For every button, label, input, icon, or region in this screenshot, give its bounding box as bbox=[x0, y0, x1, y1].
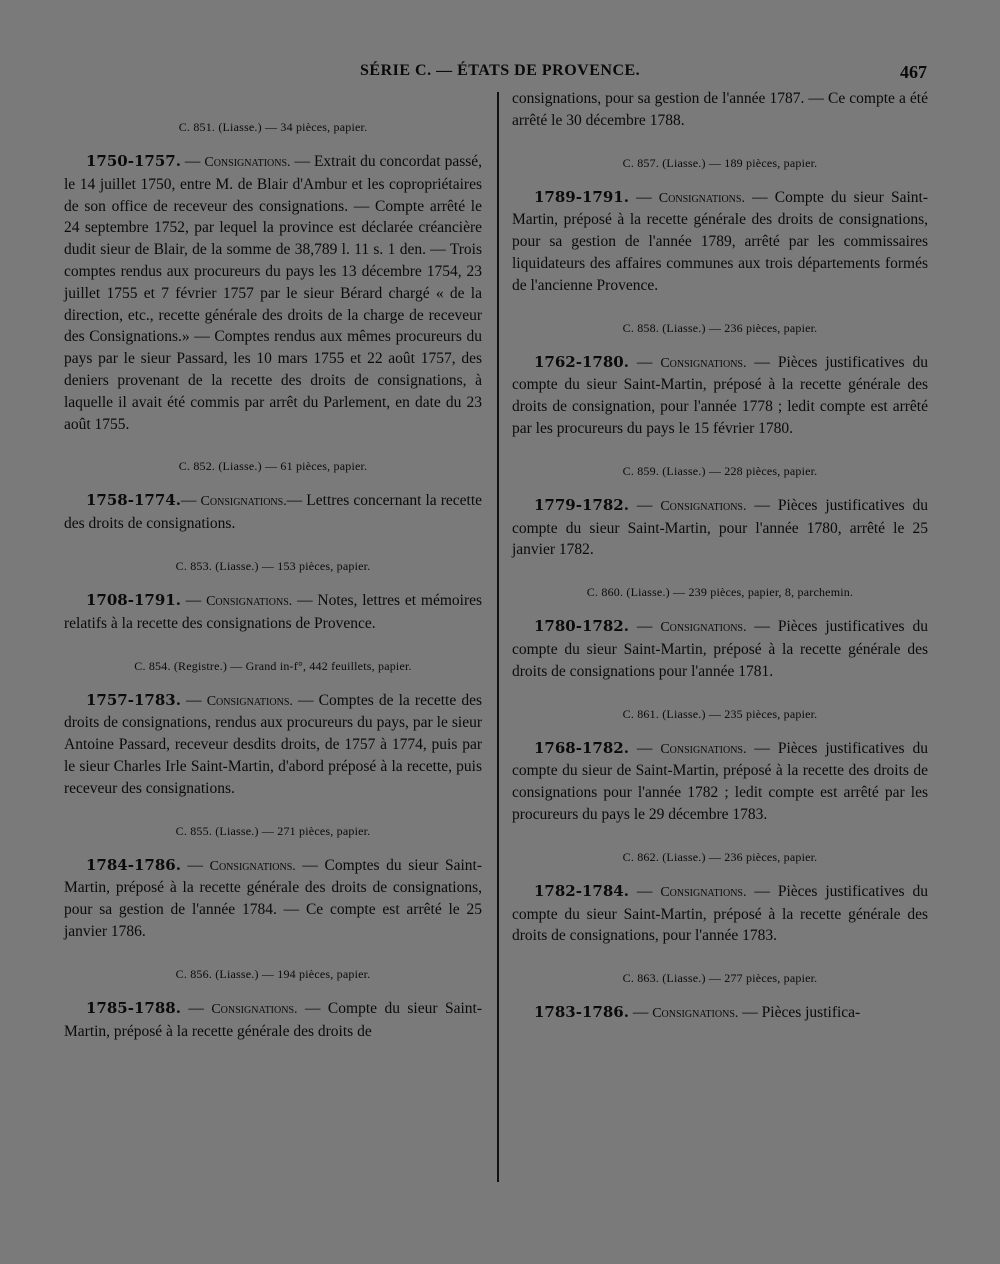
entry-dates: 1708-1791. bbox=[86, 590, 181, 609]
entry-reference: C. 853. (Liasse.) — 153 pièces, papier. bbox=[175, 558, 371, 573]
entry-text: — Notes, lettres et mémoires relatifs à la recette des consignations de Provence. bbox=[64, 591, 483, 632]
entry-keyword: Consignations. bbox=[204, 155, 291, 170]
entry-reference: C. 856. (Liasse.) — 194 pièces, papier. bbox=[175, 966, 371, 981]
entry-c863 bbox=[512, 971, 928, 1025]
entry-body: 1782-1784. — Consignations. — Pièces justificatives du compte du sieur Saint-Martin, préposé à la recette générale des droits de consignations, pour l'année 1783. bbox=[512, 881, 928, 945]
entry-body: 1783-1786. — Consignations. — Pièces justifica- bbox=[534, 1003, 861, 1022]
entry-reference: C. 857. (Liasse.) — 189 pièces, papier. bbox=[622, 155, 818, 170]
entry-body: 1757-1783. — Consignations. — Comptes de la recette des droits de consignations, rendus aux procureurs du pays, par le sieur Antoine Passard, receveur desdits droits, de 1757 à 1774, puis par le sieur Charles Irle Saint-Martin, d'abord préposé à la recette, puis receveur des consignations. bbox=[64, 690, 483, 797]
entry-body: 1779-1782. — Consignations. — Pièces justificatives du compte du sieur Saint-Martin, pour l'année 1780, arrêté le 25 janvier 1782. bbox=[512, 495, 928, 559]
entry-body: 1785-1788. — Consignations. — Compte du sieur Saint-Martin, préposé à la recette générale des droits de bbox=[64, 998, 482, 1040]
entry-keyword: Consignations. bbox=[658, 190, 745, 206]
entry-body: 1708-1791. — Consignations. — Notes, lettres et mémoires relatifs à la recette des consignations de Provence. bbox=[64, 590, 483, 632]
entry-c860 bbox=[512, 585, 928, 682]
entry-body: 1780-1782. — Consignations. — Pièces justificatives du compte du sieur Saint-Martin, préposé à la recette générale des droits de consignations pour l'année 1781. bbox=[512, 617, 928, 680]
entry-keyword: Consignations. bbox=[660, 355, 747, 371]
left-column bbox=[64, 88, 482, 1066]
entry-keyword: Consignations. bbox=[660, 620, 747, 636]
entry-reference: C. 858. (Liasse.) — 236 pièces, papier. bbox=[622, 320, 818, 335]
page-number: 467 bbox=[900, 62, 927, 82]
entry-keyword: Consignations. bbox=[209, 858, 296, 874]
entry-reference: C. 854. (Registre.) — Grand in-f°, 442 feuillets, papier. bbox=[134, 658, 412, 673]
entry-body: 1768-1782. — Consignations. — Pièces justificatives du compte du sieur de Saint-Martin, préposé à la recette des droits de consignations pour l'année 1782 ; ledit compte est arrêté par les procureurs du pays le 29 décembre 1783. bbox=[512, 738, 928, 823]
entry-dates: 1750-1757. bbox=[86, 152, 181, 170]
entry-text: — Pièces justificatives du compte du sieur Saint-Martin, préposé à la recette générale des droits de consignations pour l'année 1781. bbox=[512, 618, 928, 680]
entry-reference: C. 863. (Liasse.) — 277 pièces, papier. bbox=[622, 971, 818, 986]
entry-dates: 1780-1782. bbox=[534, 617, 629, 636]
entry-dates: 1762-1780. bbox=[534, 352, 629, 371]
entry-text: — Compte du sieur Saint-Martin, préposé à la recette générale des droits de bbox=[64, 999, 482, 1040]
entry-keyword: Consignations. bbox=[206, 693, 293, 709]
continued-text: consignations, pour sa gestion de l'année 1787. — Ce compte a été arrêté le 30 décembre 1788. bbox=[512, 90, 928, 129]
running-title: SÉRIE C. — ÉTATS DE PROVENCE. bbox=[360, 62, 641, 79]
entry-keyword: Consignations. bbox=[660, 741, 747, 757]
entry-text: — Pièces justificatives du compte du sieur Saint-Martin, préposé à la recette générale des droits de consignation, pour l'année 1778 ; ledit compte est arrêté par les procureurs du pays le 15 février 1780. bbox=[512, 353, 928, 437]
entry-reference: C. 862. (Liasse.) — 236 pièces, papier. bbox=[622, 849, 818, 864]
entry-c854 bbox=[64, 659, 482, 800]
entry-keyword: Consignations. bbox=[660, 884, 747, 900]
entry-dates: 1785-1788. bbox=[86, 998, 181, 1017]
entry-text: — Pièces justificatives du compte du sieur Saint-Martin, préposé à la recette générale des droits de consignations, pour l'année 1783. bbox=[512, 882, 928, 945]
page-header bbox=[0, 58, 1000, 88]
entry-body: 1750-1757. — Consignations. — Extrait du concordat passé, le 14 juillet 1750, entre M. de Blair d'Ambur et les copropriétaires de son office de receveur des consignations. — Compte arrêté le 24 septembre 1752, par lequel la province est déclarée créancière dudit sieur de Blair, de la somme de 38,789 l. 11 s. 1 den. — Trois comptes rendus aux procureurs du pays les 13 décembre 1754, 23 juillet 1755 et 7 février 1757 par le sieur Bérard chargé « de la direction, etc., recette générale des droits de la charge de receveur des Consignations.» — Comptes rendus aux mêmes procureurs du pays par le sieur Passard, les 10 mars 1755 et 22 août 1757, des deniers provenant de la recette des droits de consignations, à laquelle il avait été commis par arrêt du Parlement, en date du 23 août 1755. bbox=[64, 152, 483, 433]
entry-body: 1762-1780. — Consignations. — Pièces justificatives du compte du sieur Saint-Martin, préposé à la recette générale des droits de consignation, pour l'année 1778 ; ledit compte est arrêté par les procureurs du pays le 15 février 1780. bbox=[512, 352, 928, 437]
entry-c852 bbox=[64, 459, 482, 535]
entry-dates: 1768-1782. bbox=[534, 738, 629, 757]
entry-reference: C. 860. (Liasse.) — 239 pièces, papier, 8, parchemin. bbox=[586, 585, 854, 600]
entry-keyword: Consignations. bbox=[200, 494, 287, 510]
entry-reference: C. 852. (Liasse.) — 61 pièces, papier. bbox=[178, 459, 368, 474]
entry-text: — Comptes du sieur Saint-Martin, préposé à la recette générale des droits de consignations, pour sa gestion de l'année 1784. — Ce compte est arrêté le 25 janvier 1786. bbox=[64, 856, 482, 940]
entry-c851 bbox=[64, 120, 482, 435]
entry-c861 bbox=[512, 707, 928, 826]
entry-dates: 1758-1774. bbox=[86, 491, 181, 510]
entry-text: — Pièces justificatives du compte du sieur de Saint-Martin, préposé à la recette des droits de consignations pour l'année 1782 ; ledit compte est arrêté par les procureurs du pays le 29 décembre 1783. bbox=[512, 739, 928, 823]
entry-c862 bbox=[512, 850, 928, 947]
entry-text: — Comptes de la recette des droits de consignations, rendus aux procureurs du pays, par le sieur Antoine Passard, receveur desdits droits, de 1757 à 1774, puis par le sieur Charles Irle Saint-Martin, d'abord préposé à la recette, puis receveur des consignations. bbox=[64, 691, 483, 797]
entry-keyword: Consignations. bbox=[660, 498, 747, 514]
entry-reference: C. 859. (Liasse.) — 228 pièces, papier. bbox=[622, 463, 818, 478]
entry-text: — Compte du sieur Saint-Martin, préposé à la recette générale des droits de consignations, pour sa gestion de l'année 1789, arrêté par les commissaires liquidateurs des affaires communes aux trois départements formés de l'ancienne Provence. bbox=[512, 188, 928, 294]
entry-dates: 1779-1782. bbox=[534, 495, 629, 514]
entry-c853 bbox=[64, 559, 482, 635]
entry-body: 1784-1786. — Consignations. — Comptes du sieur Saint-Martin, préposé à la recette générale des droits de consignations, pour sa gestion de l'année 1784. — Ce compte est arrêté le 25 janvier 1786. bbox=[64, 855, 482, 940]
entry-text: — Extrait du concordat passé, le 14 juillet 1750, entre M. de Blair d'Ambur et les copropriétaires de son office de receveur des consignations. — Compte arrêté le 24 septembre 1752, par lequel la province est déclarée créancière dudit sieur de Blair, de la somme de 38,789 l. 11 s. 1 den. — Trois comptes rendus aux procureurs du pays les 13 décembre 1754, 23 juillet 1755 et 7 février 1757 par le sieur Bérard chargé « de la direction, etc., recette générale des droits de la charge de receveur des Consignations.» — Comptes rendus aux mêmes procureurs du pays par le sieur Passard, les 10 mars 1755 et 22 août 1757, des deniers provenant de la recette des droits de consignations, à laquelle il avait été commis par arrêt du Parlement, en date du 23 août 1755. bbox=[64, 153, 483, 433]
entry-keyword: Consignations. bbox=[211, 1001, 298, 1017]
entry-text: — Lettres concernant la recette des droits de consignations. bbox=[64, 492, 483, 533]
entry-c857 bbox=[512, 156, 928, 297]
entry-dates: 1783-1786. bbox=[534, 1003, 629, 1022]
entry-dates: 1789-1791. bbox=[534, 187, 629, 206]
entry-c855 bbox=[64, 824, 482, 943]
entry-keyword: Consignations. bbox=[652, 1006, 739, 1022]
entry-text: — Pièces justifica- bbox=[738, 1004, 861, 1022]
entry-c856 bbox=[64, 967, 482, 1043]
entry-keyword: Consignations. bbox=[206, 593, 293, 609]
entry-dates: 1782-1784. bbox=[534, 881, 629, 900]
entry-reference: C. 861. (Liasse.) — 235 pièces, papier. bbox=[622, 706, 818, 721]
entry-body: 1789-1791. — Consignations. — Compte du sieur Saint-Martin, préposé à la recette générale des droits de consignations, pour sa gestion de l'année 1789, arrêté par les commissaires liquidateurs des affaires communes aux trois départements formés de l'ancienne Provence. bbox=[512, 187, 928, 294]
entry-c858 bbox=[512, 321, 928, 440]
entry-text: — Pièces justificatives du compte du sieur Saint-Martin, pour l'année 1780, arrêté le 25 janvier 1782. bbox=[512, 496, 928, 559]
entry-reference: C. 855. (Liasse.) — 271 pièces, papier. bbox=[175, 823, 371, 838]
entry-dates: 1757-1783. bbox=[86, 690, 181, 709]
right-column bbox=[512, 88, 928, 1049]
column-divider bbox=[497, 92, 499, 1182]
entry-dates: 1784-1786. bbox=[86, 855, 181, 874]
entry-c859 bbox=[512, 464, 928, 561]
entry-reference: C. 851. (Liasse.) — 34 pièces, papier. bbox=[178, 120, 368, 134]
entry-body: 1758-1774.— Consignations.— Lettres concernant la recette des droits de consignations. bbox=[64, 491, 483, 533]
